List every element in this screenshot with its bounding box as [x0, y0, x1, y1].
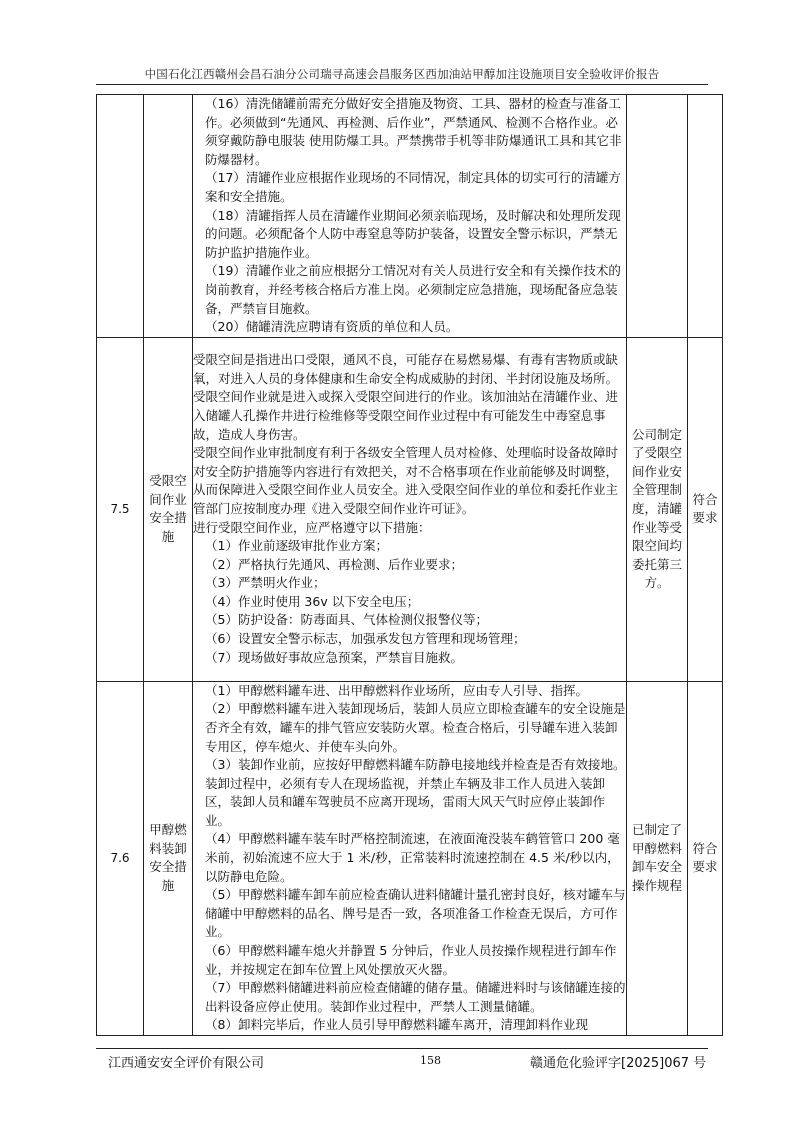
- content-paragraph: （4）作业时使用 36v 以下安全电压；: [205, 593, 420, 609]
- row-result: 符合要求: [688, 681, 723, 1035]
- table-row: [97, 681, 723, 1035]
- content-paragraph: （20）储罐清洗应聘请有资质的单位和人员。: [205, 319, 459, 335]
- content-paragraph: （1）甲醇燃料罐车进、出甲醇燃料作业场所，应由专人引导、指挥。: [205, 682, 588, 698]
- row-result: 符合要求: [688, 337, 723, 681]
- content-paragraph: （19）清罐作业之前应根据分工情况对有关人员进行安全和有关操作技术的岗前教育，并经考核合格后方准上岗。必须制定应急措施，现场配备应急装备，严禁盲目施救。: [205, 263, 621, 316]
- content-paragraph: （3）严禁明火作业；: [205, 575, 326, 591]
- table-row: [97, 337, 723, 681]
- row-number: [97, 95, 144, 338]
- row-status: [627, 95, 688, 338]
- content-paragraph: （3）装卸作业前，应按好甲醇燃料罐车防静电接地线并检查是否有效接地。装卸过程中，必须有专人在现场监视，并禁止车辆及非工作人员进入装卸区，装卸人员和罐车驾驶员不应离开现场，雷雨大风天气时应停止装卸作业。: [205, 757, 626, 828]
- row-item: [144, 95, 193, 338]
- content-paragraph: （18）清罐指挥人员在清罐作业期间必须亲临现场，及时解决和处理所发现的问题。必须配备个人防中毒窒息等防护装备，设置安全警示标识，严禁无防护监护措施作业。: [205, 207, 621, 260]
- footer-doc-number: 赣通危化验评字[2025]067 号: [530, 1056, 707, 1071]
- content-paragraph: （1）作业前逐级审批作业方案；: [205, 538, 388, 554]
- content-paragraph: （6）甲醇燃料罐车熄火并静置 5 分钟后，作业人员按操作规程进行卸车作业，并按规定在卸车位置上风处摆放灭火器。: [205, 943, 617, 977]
- content-paragraph: （6）设置安全警示标志，加强承发包方管理和现场管理；: [205, 631, 526, 647]
- evaluation-table: [96, 94, 723, 1036]
- content-paragraph: （7）现场做好事故应急预案，严禁盲目施救。: [205, 649, 463, 665]
- row-content: [193, 95, 627, 338]
- content-paragraph: （7）甲醇燃料储罐进料前应检查储罐的储存量。储罐进料时与该储罐连接的出料设备应停止使用。装卸作业过程中，严禁人工测量储罐。: [205, 980, 626, 1014]
- row-result: [688, 95, 723, 338]
- content-paragraph: （17）清罐作业应根据作业现场的不同情况，制定具体的切实可行的清罐方案和安全措施。: [205, 170, 621, 204]
- page-header-title: 中国石化江西赣州会昌石油分公司瑞寻高速会昌服务区西加油站甲醇加注设施项目安全验收评价报告: [144, 67, 660, 81]
- content-paragraph: （5）甲醇燃料罐车卸车前应检查确认进料储罐计量孔密封良好，核对罐车与储罐中甲醇燃料的品名、牌号是否一致，各项准备工作检查无误后，方可作业。: [205, 887, 626, 940]
- content-paragraph: （2）甲醇燃料罐车进入装卸现场后，装卸人员应立即检查罐车的安全设施是否齐全有效，罐车的排气管应安装防火罩。检查合格后，引导罐车进入装卸专用区，停车熄火、并使车头向外。: [205, 701, 626, 754]
- row-status: 公司制定了受限空间作业安全管理制度，清罐作业等受限空间均委托第三方。: [627, 337, 688, 681]
- content-paragraph: （2）严格执行先通风、再检测、后作业要求；: [205, 556, 463, 572]
- page-number: 158: [420, 1054, 441, 1067]
- row-content: [193, 681, 627, 1035]
- content-paragraph: 受限空间是指进出口受限，通风不良，可能存在易燃易爆、有毒有害物质或缺氧，对进入人员的身体健康和生命安全构成威胁的封闭、半封闭设施及场所。受限空间作业就是进入或探入受限空间进行的作业。该加油站在清罐作业、进入储罐人孔操作井进行检维修等受限空间作业过程中有可能发生中毒窒息事故，造成人身伤害。: [193, 352, 619, 442]
- row-content: [193, 337, 627, 681]
- content-paragraph: （4）甲醇燃料罐车装车时严格控制流速，在液面淹没装车鹤管管口 200 毫米前，初始流速不应大于 1 米/秒，正常装料时流速控制在 4.5 米/秒以内，以防静电危险。: [205, 831, 620, 884]
- footer-divider: [96, 1048, 708, 1049]
- content-paragraph: （8）卸料完毕后，作业人员引导甲醇燃料罐车离开，清理卸料作业现: [205, 1017, 588, 1033]
- content-paragraph: 受限空间作业审批制度有利于各级安全管理人员对检修、处理临时设备故障时对安全防护措施等内容进行有效把关，对不合格事项在作业前能够及时调整，从而保障进入受限空间作业人员安全。进入受限空间作业的单位和委托作业主管部门应按制度办理《进入受限空间作业许可证》。: [193, 445, 619, 516]
- header-divider: [96, 84, 708, 85]
- content-paragraph: 进行受限空间作业，应严格遵守以下措施：: [193, 519, 431, 535]
- row-item: 受限空间作业安全措施: [144, 337, 193, 681]
- footer-company: 江西通安安全评价有限公司: [108, 1056, 265, 1071]
- row-status: 已制定了甲醇燃料卸车安全操作规程: [627, 681, 688, 1035]
- content-paragraph: （5）防护设备：防毒面具、气体检测仪报警仪等；: [205, 612, 488, 628]
- row-item: 甲醇燃料装卸安全措施: [144, 681, 193, 1035]
- row-number: 7.6: [97, 681, 144, 1035]
- content-paragraph: （16）清洗储罐前需充分做好安全措施及物资、工具、器材的检查与准备工作。必须做到“先通风、再检测、后作业”，严禁通风、检测不合格作业。必须穿戴防静电服装 使用防爆工具。严禁携带手机等非防爆通讯工具和其它非防爆器材。: [205, 96, 622, 167]
- table-row: [97, 95, 723, 338]
- row-number: 7.5: [97, 337, 144, 681]
